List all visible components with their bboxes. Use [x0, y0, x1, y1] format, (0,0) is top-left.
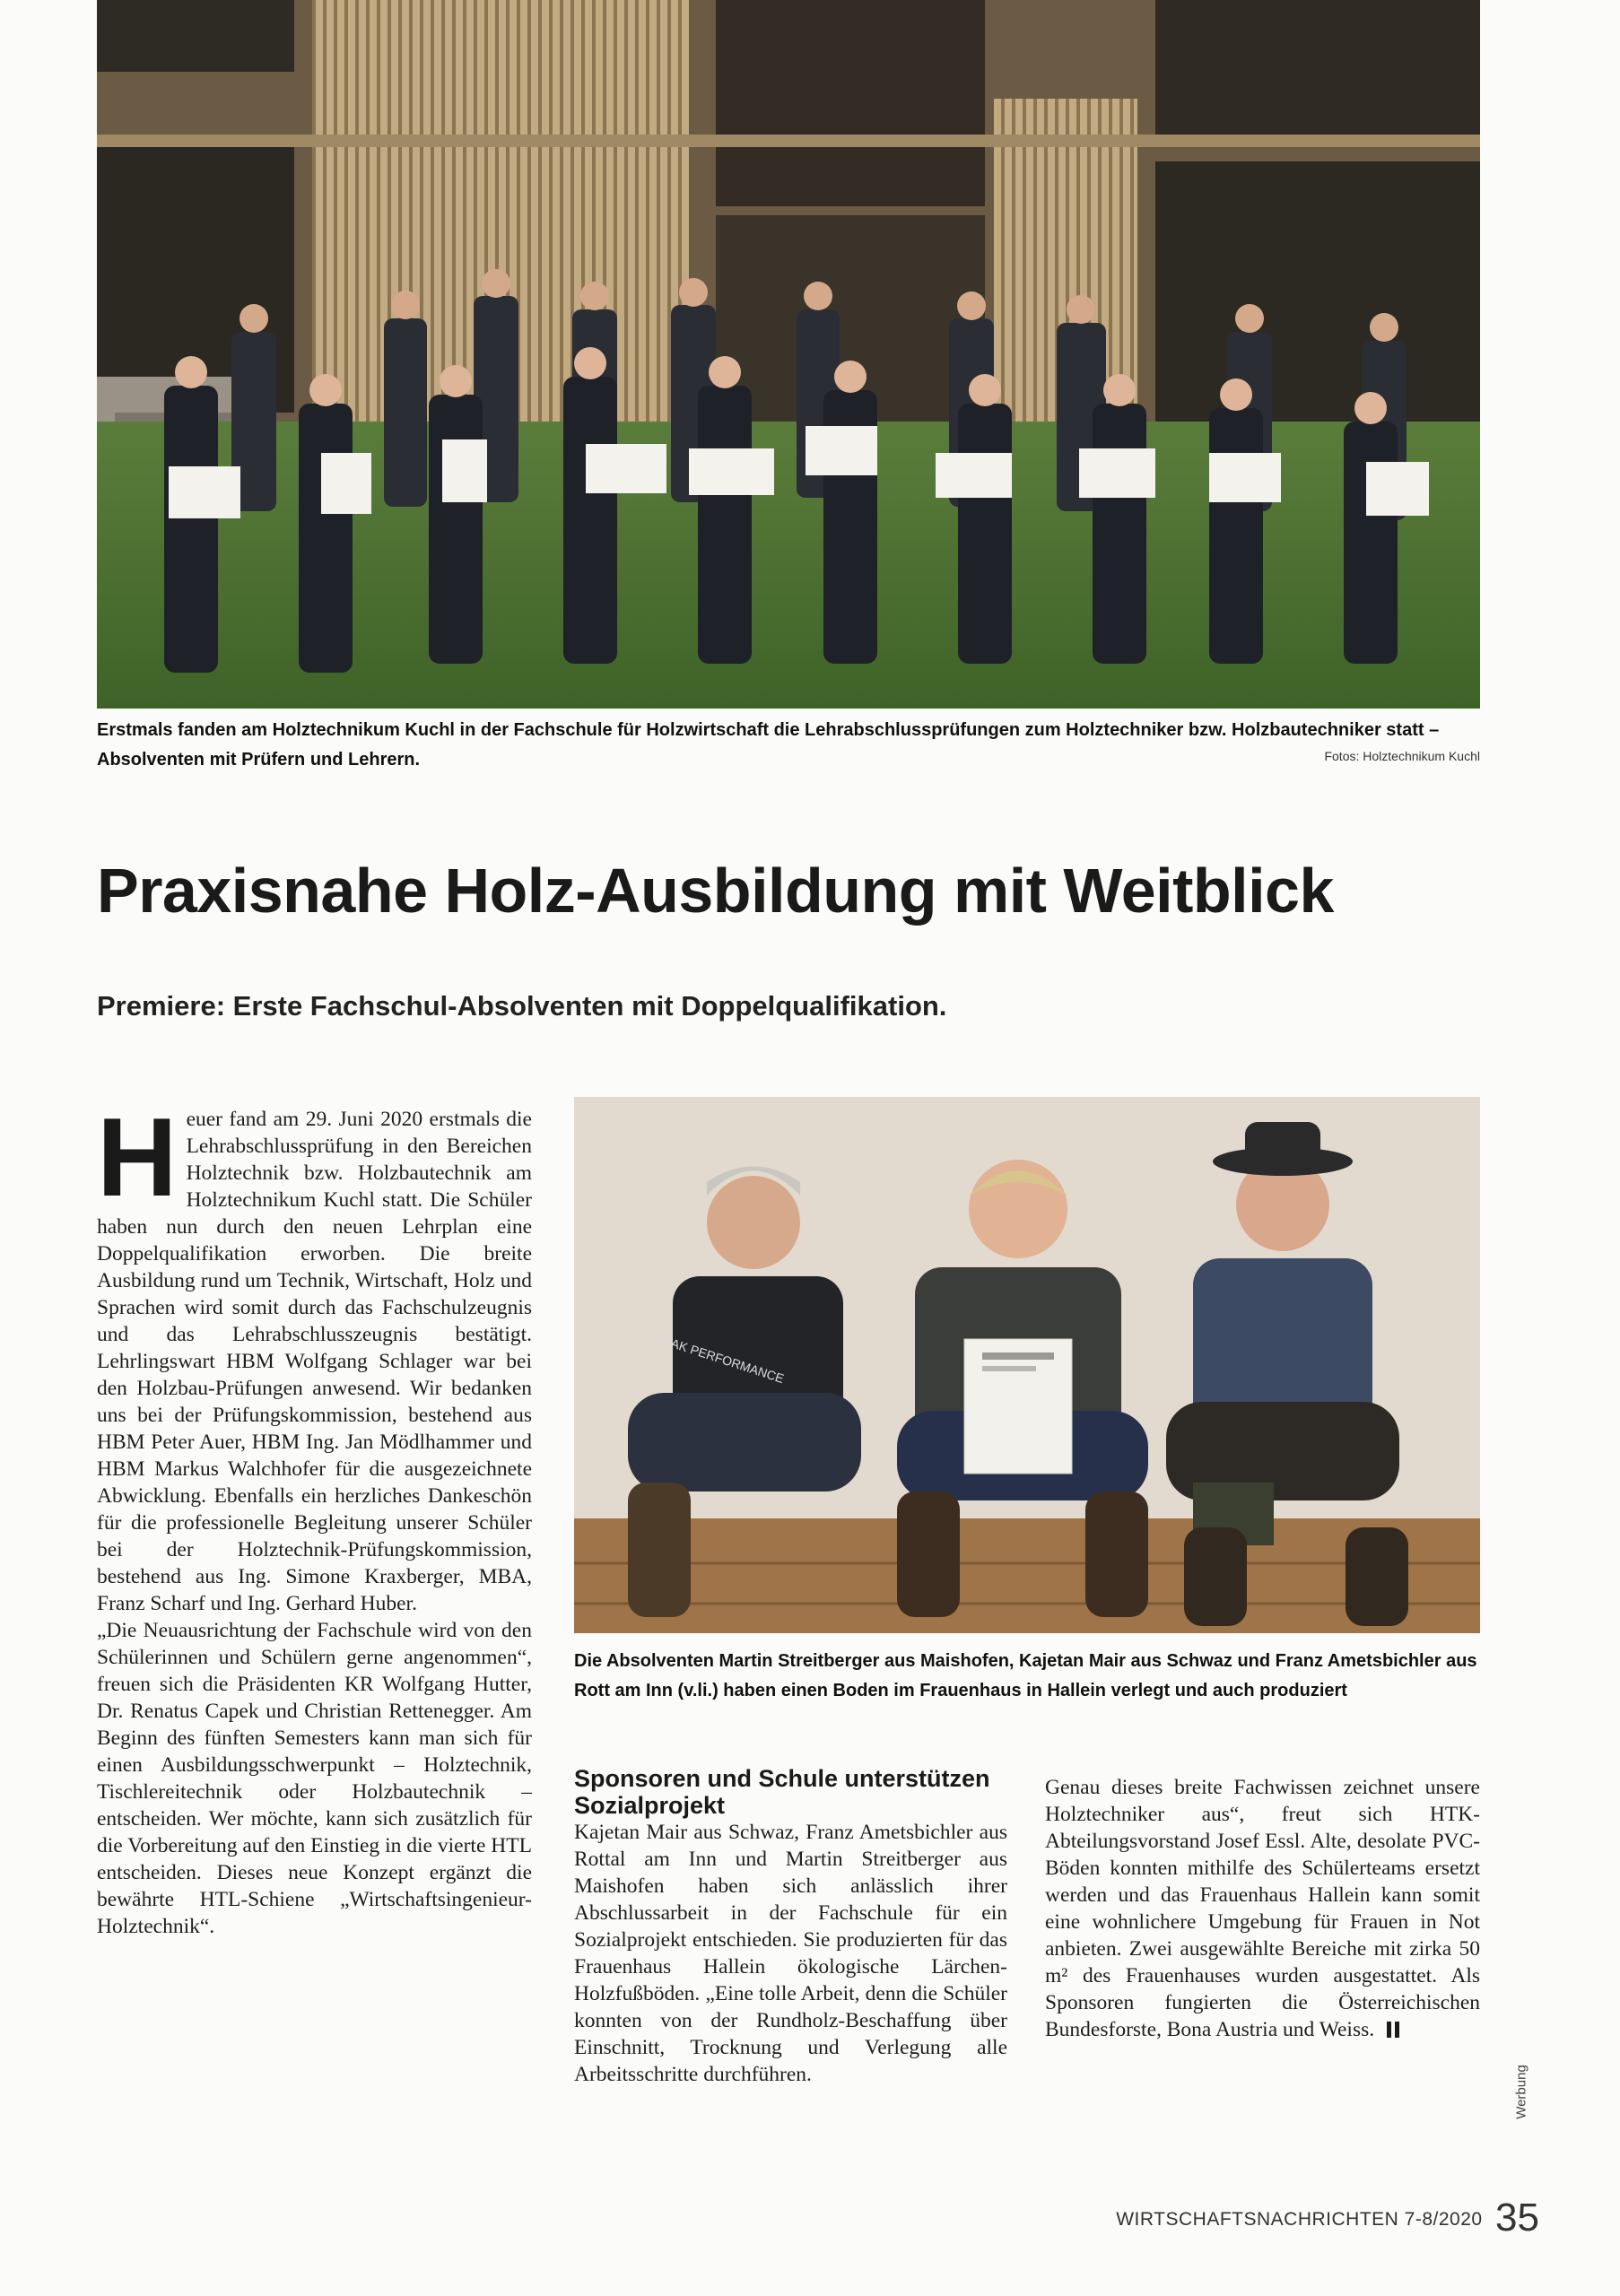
- article-paragraph: [97, 1096, 532, 1617]
- article-paragraph: Kajetan Mair aus Schwaz, Franz Ametsbichler aus Rottal am Inn und Martin Streitberger aus Maishofen haben sich anlässlich ihrer Abschlussarbeit in der Fachschule für ein Sozialprojekt entschieden. Sie produzierten für das Frauenhaus Hallein ökologische Lärchen-Holzfußböden. „Eine tolle Arbeit, denn die Schüler konnten von der Rundholz-Beschaffung über Einschnitt, Trocknung und Verlegung alle Arbeitsschritte durchführen.: [574, 1821, 1007, 2086]
- graduates-photo-graphic: [574, 1097, 1480, 1633]
- article-headline: Praxisnahe Holz-Ausbildung mit Weitblick: [97, 856, 1334, 926]
- section-subheading: Sponsoren und Schule unterstützen Sozialprojekt: [574, 1765, 990, 1819]
- page-number: 35: [1495, 2196, 1539, 2239]
- photo-credit: Fotos: Holztechnikum Kuchl: [1324, 749, 1480, 763]
- graduates-photo: [574, 1097, 1480, 1633]
- group-photo: [97, 0, 1480, 709]
- end-of-article-icon: [1387, 2022, 1399, 2038]
- article-column-2: [574, 1819, 1007, 2088]
- article-paragraph: „Die Neuausrichtung der Fachschule wird von den Schülerinnen und Schülern gerne angenommen“, freuen sich die Präsidenten KR Wolfgang Hutter, Dr. Renatus Capek und Christian Rettenegger. Am Beginn des fünften Semesters kann man sich für einen Ausbildungsschwerpunkt – Holztechnik, Tischlereitechnik oder Holzbautechnik – entscheiden. Wer möchte, kann sich zusätzlich für die Vorbereitung auf den Einstieg in die vierte HTL entscheiden. Dieses neue Konzept ergänzt die bewährte HTL-Schiene „Wirtschaftsingenieur-Holztechnik“.: [97, 1619, 532, 1938]
- page-footer: [1116, 2196, 1539, 2240]
- shirt-print: PEAK PERFORMANCE: [653, 1330, 787, 1387]
- article-subhead: Premiere: Erste Fachschul-Absolventen mit Doppelqualifikation.: [97, 990, 947, 1022]
- magazine-name: WIRTSCHAFTSNACHRICHTEN 7-8/2020: [1116, 2209, 1483, 2230]
- article-text: euer fand am 29. Juni 2020 erstmals die Lehrabschlussprüfung in den Bereichen Holztechnik bzw. Holzbautechnik am Holztechnikum Kuchl statt. Die Schüler haben nun durch den neuen Lehrplan eine Doppelqualifikation erworben. Die breite Ausbildung rund um Technik, Wirtschaft, Holz und Sprachen wird somit durch das Fachschulzeugnis und das Lehrabschlusszeugnis bestätigt. Lehrlingswart HBM Wolfgang Schlager war bei den Holzbau-Prüfungen anwesend. Wir bedanken uns bei der Prüfungskommission, bestehend aus HBM Peter Auer, HBM Ing. Jan Mödlhammer und HBM Markus Walchhofer für die ausgezeichnete Abwicklung. Ebenfalls ein herzliches Dankeschön für die professionelle Begleitung unserer Schüler bei der Holztechnik-Prüfungskommission, bestehend aus Ing. Simone Kraxberger, MBA, Franz Scharf und Ing. Gerhard Huber.: [97, 1108, 532, 1615]
- advertisement-label-text: Werbung: [1513, 2065, 1529, 2119]
- article-column-1: [97, 1096, 532, 1940]
- top-photo-caption: Erstmals fanden am Holztechnikum Kuchl in der Fachschule für Holzwirtschaft die Lehrabschlussprüfungen zum Holztechniker bzw. Holzbautechniker statt – Absolventen mit Prüfern und Lehrern.: [97, 720, 1440, 770]
- advertisement-label: [1512, 2054, 1530, 2135]
- article-text: Genau dieses breite Fachwissen zeichnet unsere Holztechniker aus“, freut sich HTK-Abteilungsvorstand Josef Essl. Alte, desolate PVC-Böden konnten mithilfe des Schülerteams ersetzt werden und das Frauenhaus Hallein kann somit eine wohnlichere Umgebung für Frauen in Not anbieten. Zwei ausgewählte Bereiche mit zirka 50 m² des Frauenhauses wurden ausgestattet. Als Sponsoren fungierten die Österreichischen Bundesforste, Bona Austria und Weiss.: [1045, 1776, 1480, 2041]
- drop-cap: H: [97, 1096, 178, 1220]
- article-column-3: [1045, 1774, 1480, 2043]
- article-paragraph: [1045, 1774, 1480, 2043]
- graduates-photo-caption: Die Absolventen Martin Streitberger aus Maishofen, Kajetan Mair aus Schwaz und Franz Ametsbichler aus Rott am Inn (v.li.) haben einen Boden im Frauenhaus in Hallein verlegt und auch produziert: [574, 1651, 1477, 1700]
- group-photo-graphic: [97, 0, 1480, 709]
